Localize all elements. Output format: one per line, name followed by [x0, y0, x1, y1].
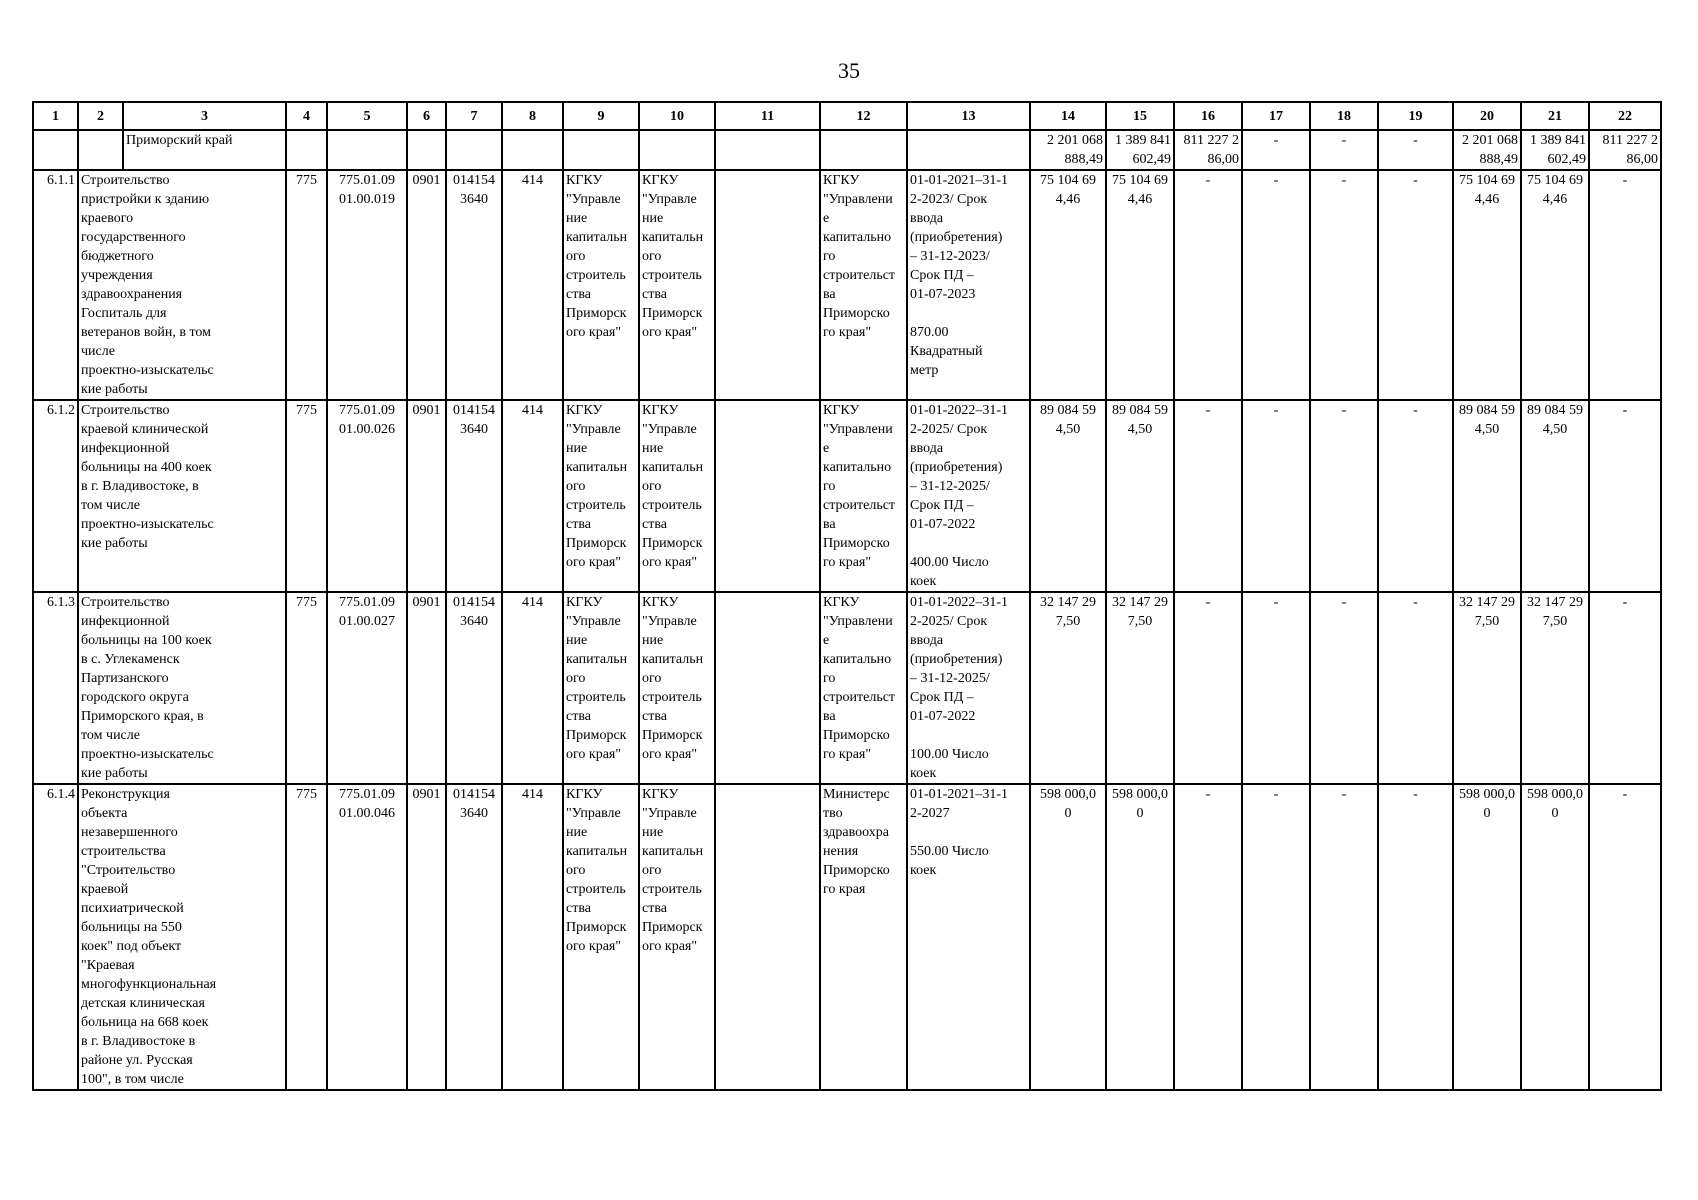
header-cell: 12 — [820, 102, 907, 130]
region-total-19: - — [1378, 130, 1453, 170]
header-cell: 3 — [123, 102, 286, 130]
cell-15: 75 104 69 4,46 — [1106, 170, 1174, 400]
region-total-18: - — [1310, 130, 1378, 170]
cell-17: - — [1242, 592, 1310, 784]
cell-12: Министерс тво здравоохра нения Приморско го края — [820, 784, 907, 1090]
cell-20: 89 084 59 4,50 — [1453, 400, 1521, 592]
cell-17: - — [1242, 784, 1310, 1090]
region-row — [33, 130, 1661, 170]
cell-5: 775.01.09 01.00.026 — [327, 400, 407, 592]
cell-7: 014154 3640 — [446, 400, 502, 592]
cell-14: 75 104 69 4,46 — [1030, 170, 1106, 400]
page-number: 35 — [838, 58, 860, 83]
row-number: 6.1.4 — [33, 784, 78, 1090]
cell-15: 89 084 59 4,50 — [1106, 400, 1174, 592]
header-cell: 1 — [33, 102, 78, 130]
cell-18: - — [1310, 784, 1378, 1090]
cell-18: - — [1310, 170, 1378, 400]
cell-19: - — [1378, 592, 1453, 784]
table-row — [33, 170, 1661, 400]
table-row — [33, 400, 1661, 592]
cell-empty — [639, 130, 715, 170]
row-number: 6.1.3 — [33, 592, 78, 784]
header-cell: 10 — [639, 102, 715, 130]
cell-10: КГКУ "Управле ние капитальн ого строитель ства Приморск ого края" — [639, 400, 715, 592]
header-cell: 19 — [1378, 102, 1453, 130]
cell-16: - — [1174, 784, 1242, 1090]
row-number: 6.1.2 — [33, 400, 78, 592]
budget-table — [32, 101, 1662, 1091]
header-cell: 21 — [1521, 102, 1589, 130]
cell-17: - — [1242, 400, 1310, 592]
cell-empty — [78, 130, 123, 170]
cell-13: 01-01-2021–31-1 2-2023/ Срок ввода (приобретения) – 31-12-2023/ Срок ПД – 01-07-2023 870.00 Квадратный метр — [907, 170, 1030, 400]
cell-21: 75 104 69 4,46 — [1521, 170, 1589, 400]
cell-7: 014154 3640 — [446, 170, 502, 400]
cell-empty — [563, 130, 639, 170]
cell-10: КГКУ "Управле ние капитальн ого строитель ства Приморск ого края" — [639, 592, 715, 784]
header-cell: 17 — [1242, 102, 1310, 130]
cell-14: 32 147 29 7,50 — [1030, 592, 1106, 784]
cell-6: 0901 — [407, 592, 446, 784]
cell-18: - — [1310, 400, 1378, 592]
cell-16: - — [1174, 592, 1242, 784]
cell-4: 775 — [286, 170, 327, 400]
cell-10: КГКУ "Управле ние капитальн ого строитель ства Приморск ого края" — [639, 170, 715, 400]
header-cell: 20 — [1453, 102, 1521, 130]
cell-4: 775 — [286, 400, 327, 592]
cell-5: 775.01.09 01.00.019 — [327, 170, 407, 400]
cell-5: 775.01.09 01.00.046 — [327, 784, 407, 1090]
cell-22: - — [1589, 784, 1661, 1090]
object-name: Строительство краевой клинической инфекционной больницы на 400 коек в г. Владивостоке, в том числе проектно-изыскательс кие работы — [78, 400, 286, 592]
cell-empty — [327, 130, 407, 170]
cell-7: 014154 3640 — [446, 592, 502, 784]
object-name: Реконструкция объекта незавершенного строительства "Строительство краевой психиатрической больницы на 550 коек" под объект "Краевая многофункциональная детская клиническая больница на 668 коек в г. Владивостоке в районе ул. Русская 100", в том числе — [78, 784, 286, 1090]
header-cell: 14 — [1030, 102, 1106, 130]
header-cell: 16 — [1174, 102, 1242, 130]
cell-17: - — [1242, 170, 1310, 400]
header-cell: 5 — [327, 102, 407, 130]
cell-9: КГКУ "Управле ние капитальн ого строитель ства Приморск ого края" — [563, 400, 639, 592]
cell-13: 01-01-2022–31-1 2-2025/ Срок ввода (приобретения) – 31-12-2025/ Срок ПД – 01-07-2022 400.00 Число коек — [907, 400, 1030, 592]
cell-empty — [715, 130, 820, 170]
cell-15: 32 147 29 7,50 — [1106, 592, 1174, 784]
region-total-17: - — [1242, 130, 1310, 170]
cell-13: 01-01-2021–31-1 2-2027 550.00 Число коек — [907, 784, 1030, 1090]
cell-16: - — [1174, 400, 1242, 592]
cell-11 — [715, 170, 820, 400]
region-total-21: 1 389 841 602,49 — [1521, 130, 1589, 170]
header-cell: 2 — [78, 102, 123, 130]
cell-12: КГКУ "Управлени е капитально го строительст ва Приморско го края" — [820, 400, 907, 592]
cell-12: КГКУ "Управлени е капитально го строительст ва Приморско го края" — [820, 170, 907, 400]
cell-15: 598 000,0 0 — [1106, 784, 1174, 1090]
cell-8: 414 — [502, 400, 563, 592]
cell-4: 775 — [286, 784, 327, 1090]
cell-empty — [407, 130, 446, 170]
region-total-20: 2 201 068 888,49 — [1453, 130, 1521, 170]
cell-5: 775.01.09 01.00.027 — [327, 592, 407, 784]
object-name: Строительство пристройки к зданию краевого государственного бюджетного учреждения здравоохранения Госпиталь для ветеранов войн, в том числе проектно-изыскательс кие работы — [78, 170, 286, 400]
cell-6: 0901 — [407, 400, 446, 592]
region-total-16: 811 227 2 86,00 — [1174, 130, 1242, 170]
cell-10: КГКУ "Управле ние капитальн ого строитель ства Приморск ого края" — [639, 784, 715, 1090]
cell-9: КГКУ "Управле ние капитальн ого строитель ства Приморск ого края" — [563, 592, 639, 784]
cell-18: - — [1310, 592, 1378, 784]
cell-19: - — [1378, 400, 1453, 592]
header-cell: 7 — [446, 102, 502, 130]
header-cell: 18 — [1310, 102, 1378, 130]
cell-8: 414 — [502, 170, 563, 400]
cell-16: - — [1174, 170, 1242, 400]
header-cell: 11 — [715, 102, 820, 130]
header-cell: 6 — [407, 102, 446, 130]
cell-4: 775 — [286, 592, 327, 784]
cell-11 — [715, 400, 820, 592]
cell-22: - — [1589, 170, 1661, 400]
header-cell: 22 — [1589, 102, 1661, 130]
cell-21: 598 000,0 0 — [1521, 784, 1589, 1090]
cell-9: КГКУ "Управле ние капитальн ого строитель ства Приморск ого края" — [563, 170, 639, 400]
cell-empty — [33, 130, 78, 170]
cell-8: 414 — [502, 592, 563, 784]
cell-empty — [286, 130, 327, 170]
cell-empty — [907, 130, 1030, 170]
header-cell: 13 — [907, 102, 1030, 130]
cell-21: 32 147 29 7,50 — [1521, 592, 1589, 784]
table-row — [33, 592, 1661, 784]
region-total-14: 2 201 068 888,49 — [1030, 130, 1106, 170]
cell-20: 32 147 29 7,50 — [1453, 592, 1521, 784]
cell-6: 0901 — [407, 170, 446, 400]
cell-14: 89 084 59 4,50 — [1030, 400, 1106, 592]
cell-20: 75 104 69 4,46 — [1453, 170, 1521, 400]
cell-8: 414 — [502, 784, 563, 1090]
region-total-22: 811 227 2 86,00 — [1589, 130, 1661, 170]
cell-11 — [715, 784, 820, 1090]
cell-12: КГКУ "Управлени е капитально го строительст ва Приморско го края" — [820, 592, 907, 784]
object-name: Строительство инфекционной больницы на 100 коек в с. Углекаменск Партизанского городского округа Приморского края, в том числе проектно-изыскательс кие работы — [78, 592, 286, 784]
header-cell: 15 — [1106, 102, 1174, 130]
header-cell: 8 — [502, 102, 563, 130]
header-cell: 4 — [286, 102, 327, 130]
cell-21: 89 084 59 4,50 — [1521, 400, 1589, 592]
cell-6: 0901 — [407, 784, 446, 1090]
row-number: 6.1.1 — [33, 170, 78, 400]
cell-19: - — [1378, 170, 1453, 400]
cell-14: 598 000,0 0 — [1030, 784, 1106, 1090]
region-total-15: 1 389 841 602,49 — [1106, 130, 1174, 170]
cell-7: 014154 3640 — [446, 784, 502, 1090]
region-name: Приморский край — [123, 130, 286, 170]
cell-9: КГКУ "Управле ние капитальн ого строитель ства Приморск ого края" — [563, 784, 639, 1090]
cell-empty — [820, 130, 907, 170]
cell-19: - — [1378, 784, 1453, 1090]
table-row — [33, 784, 1661, 1090]
cell-20: 598 000,0 0 — [1453, 784, 1521, 1090]
cell-22: - — [1589, 592, 1661, 784]
cell-empty — [446, 130, 502, 170]
cell-13: 01-01-2022–31-1 2-2025/ Срок ввода (приобретения) – 31-12-2025/ Срок ПД – 01-07-2022 100.00 Число коек — [907, 592, 1030, 784]
cell-22: - — [1589, 400, 1661, 592]
header-row — [33, 102, 1661, 130]
cell-11 — [715, 592, 820, 784]
cell-empty — [502, 130, 563, 170]
header-cell: 9 — [563, 102, 639, 130]
